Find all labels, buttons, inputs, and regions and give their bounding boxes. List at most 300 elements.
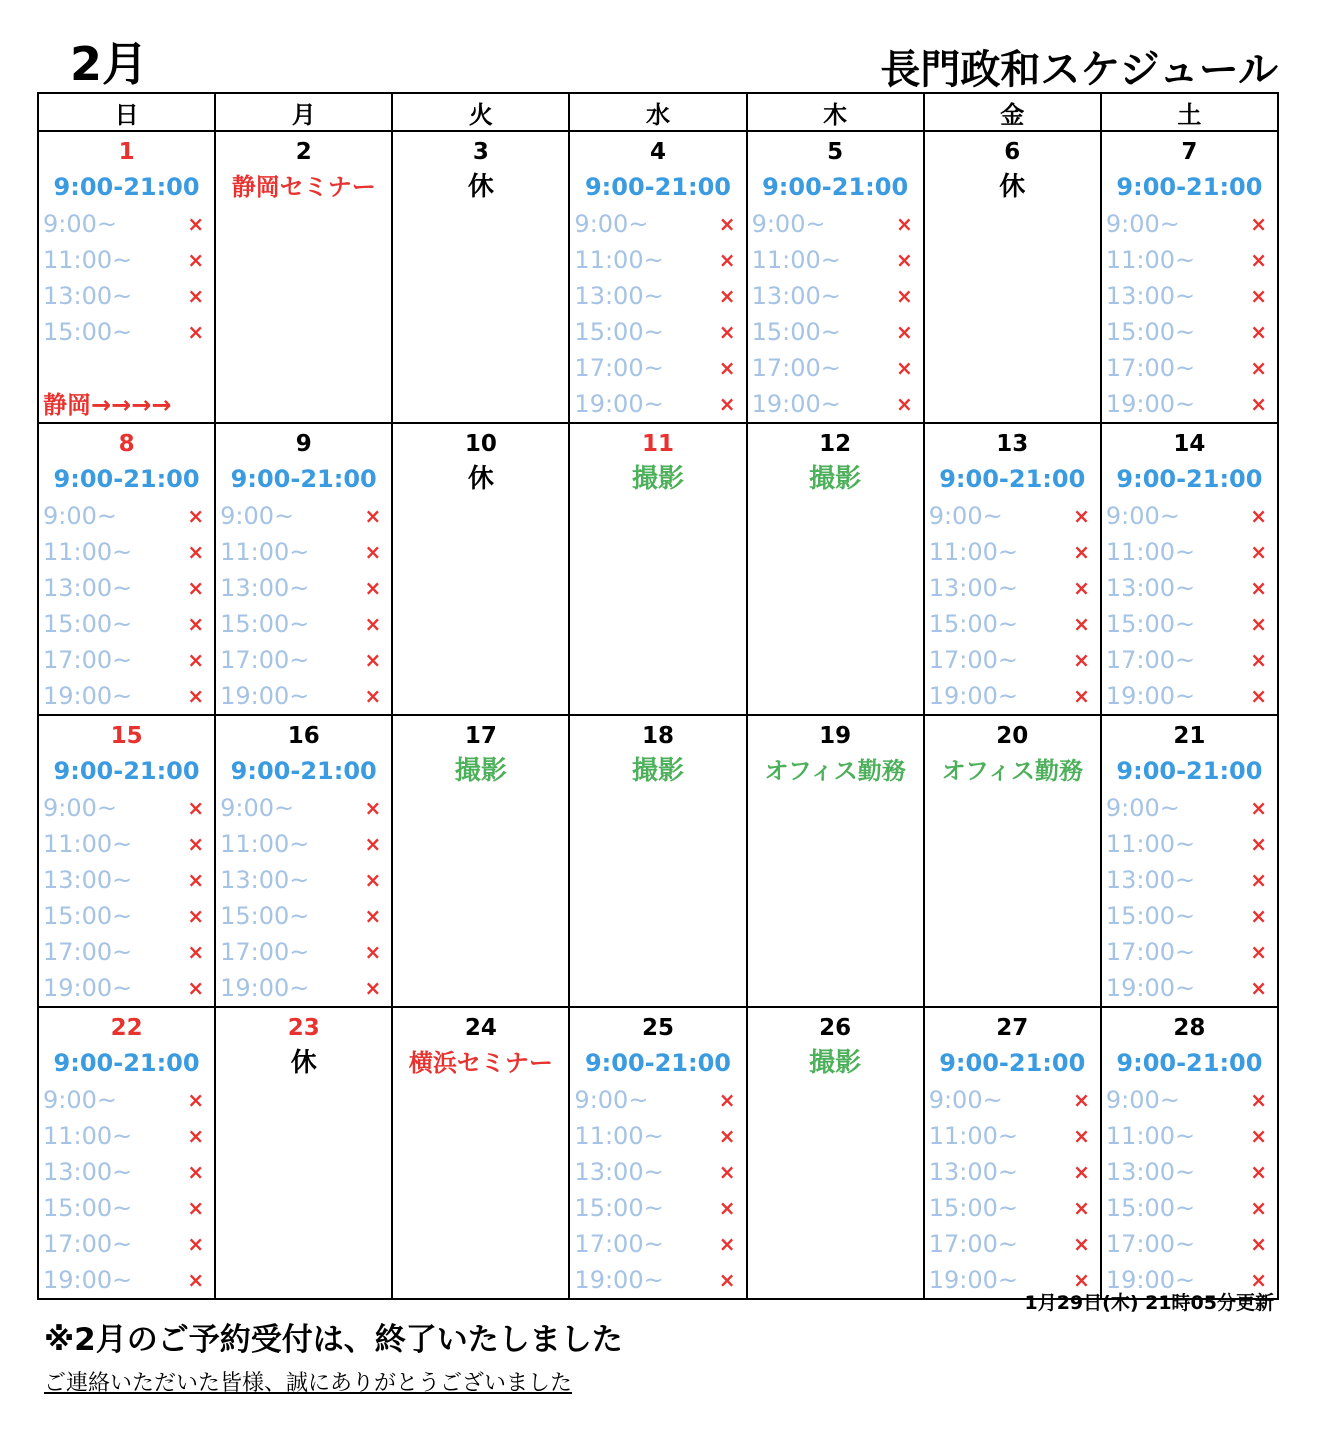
time-slot (570, 1262, 745, 1298)
slot-time: 11:00~ (1105, 830, 1196, 858)
day-cell (392, 131, 569, 423)
weekday-fri: 金 (924, 93, 1101, 131)
unavailable-mark: × (364, 904, 382, 928)
slot-time: 15:00~ (43, 1194, 133, 1222)
slot-time: 13:00~ (43, 866, 133, 894)
day-number: 8 (118, 431, 135, 457)
day-cell (569, 131, 746, 423)
slot-time: 9:00~ (43, 1086, 118, 1114)
unavailable-mark: × (1073, 648, 1090, 672)
time-slot (1102, 350, 1277, 386)
slot-time: 19:00~ (574, 390, 664, 418)
unavailable-mark: × (187, 576, 205, 600)
unavailable-mark: × (1073, 504, 1090, 528)
day-cell (569, 423, 746, 715)
day-status: 撮影 (454, 756, 507, 786)
time-slot (39, 1118, 214, 1154)
unavailable-mark: × (364, 976, 382, 1000)
unavailable-mark: × (1250, 392, 1267, 416)
unavailable-mark: × (895, 284, 913, 308)
day-status: オフィス勤務 (941, 757, 1083, 785)
time-slot (216, 534, 391, 570)
day-cell (392, 715, 569, 1007)
day-status: オフィス勤務 (764, 757, 906, 785)
unavailable-mark: × (895, 320, 913, 344)
time-slot (39, 862, 214, 898)
slot-time: 15:00~ (574, 1194, 664, 1222)
slot-time: 13:00~ (574, 282, 664, 310)
day-status: 横浜セミナー (408, 1049, 553, 1077)
slot-time: 19:00~ (1105, 390, 1196, 418)
unavailable-mark: × (1073, 612, 1090, 636)
unavailable-mark: × (364, 940, 382, 964)
slot-time: 9:00~ (574, 210, 649, 238)
slot-time: 17:00~ (574, 354, 664, 382)
time-slot (1102, 790, 1277, 826)
unavailable-mark: × (718, 356, 736, 380)
slot-time: 13:00~ (928, 1158, 1018, 1186)
time-slot (1102, 314, 1277, 350)
time-slot (925, 1118, 1100, 1154)
day-number: 11 (641, 431, 674, 457)
slot-time: 11:00~ (43, 538, 133, 566)
slot-time: 19:00~ (220, 974, 310, 1002)
slot-time: 9:00~ (1105, 502, 1180, 530)
day-cell (215, 1007, 392, 1299)
time-slot (925, 498, 1100, 534)
time-slot (1102, 862, 1277, 898)
time-slot (1102, 1154, 1277, 1190)
time-slot (748, 386, 923, 422)
day-status: 9:00-21:00 (230, 465, 377, 493)
time-slot (570, 1082, 745, 1118)
slot-time: 11:00~ (43, 246, 133, 274)
day-cell (392, 423, 569, 715)
slot-time: 9:00~ (43, 794, 118, 822)
unavailable-mark: × (1250, 1160, 1267, 1184)
slot-time: 17:00~ (1105, 646, 1196, 674)
slot-time: 13:00~ (1105, 282, 1196, 310)
time-slot (1102, 606, 1277, 642)
unavailable-mark: × (1073, 684, 1090, 708)
unavailable-mark: × (1250, 976, 1267, 1000)
slot-time: 9:00~ (43, 210, 118, 238)
slot-time: 17:00~ (928, 646, 1018, 674)
unavailable-mark: × (718, 1124, 736, 1148)
time-slot (1102, 570, 1277, 606)
day-cell (569, 715, 746, 1007)
time-slot (1102, 678, 1277, 714)
week-row (38, 1007, 1278, 1299)
unavailable-mark: × (187, 976, 205, 1000)
unavailable-mark: × (1250, 320, 1267, 344)
day-number: 25 (641, 1015, 674, 1041)
unavailable-mark: × (187, 248, 205, 272)
unavailable-mark: × (895, 356, 913, 380)
time-slot (216, 862, 391, 898)
time-slot (748, 206, 923, 242)
time-slot (1102, 1190, 1277, 1226)
day-number: 16 (287, 723, 320, 749)
day-cell (215, 423, 392, 715)
unavailable-mark: × (1073, 1088, 1090, 1112)
unavailable-mark: × (364, 612, 382, 636)
slot-time: 9:00~ (751, 210, 826, 238)
unavailable-mark: × (364, 832, 382, 856)
slot-time: 19:00~ (574, 1266, 664, 1294)
day-cell (924, 715, 1101, 1007)
day-status: 9:00-21:00 (53, 1049, 200, 1077)
day-status: 9:00-21:00 (939, 1049, 1086, 1077)
slot-time: 15:00~ (1105, 1194, 1196, 1222)
unavailable-mark: × (1250, 612, 1267, 636)
calendar-body (38, 131, 1278, 1299)
day-status: 撮影 (631, 464, 684, 494)
day-number: 10 (464, 431, 497, 457)
time-slot (216, 970, 391, 1006)
time-slot (1102, 1226, 1277, 1262)
slot-time: 19:00~ (43, 1266, 133, 1294)
slot-time: 11:00~ (1105, 1122, 1196, 1150)
unavailable-mark: × (1073, 1232, 1090, 1256)
unavailable-mark: × (895, 248, 913, 272)
unavailable-mark: × (895, 212, 913, 236)
day-cell (1101, 423, 1278, 715)
day-cell (569, 1007, 746, 1299)
thanks-message: ご連絡いただいた皆様、誠にありがとうございました (44, 1371, 573, 1396)
slot-time: 9:00~ (574, 1086, 649, 1114)
slot-time: 11:00~ (43, 830, 133, 858)
unavailable-mark: × (718, 1232, 736, 1256)
slot-time: 19:00~ (1105, 682, 1196, 710)
slot-time: 9:00~ (220, 794, 295, 822)
slot-time: 17:00~ (220, 646, 310, 674)
time-slot (925, 642, 1100, 678)
slot-time: 19:00~ (1105, 974, 1196, 1002)
time-slot (1102, 642, 1277, 678)
day-cell (215, 715, 392, 1007)
day-number: 2 (295, 139, 312, 165)
slot-time: 11:00~ (220, 830, 310, 858)
time-slot (39, 1226, 214, 1262)
time-slot (39, 898, 214, 934)
slot-time: 11:00~ (1105, 246, 1196, 274)
time-slot (925, 1190, 1100, 1226)
slot-time: 19:00~ (220, 682, 310, 710)
slot-time: 13:00~ (220, 574, 310, 602)
time-slot (1102, 278, 1277, 314)
day-status: 撮影 (809, 464, 862, 494)
time-slot (216, 498, 391, 534)
slot-time: 11:00~ (43, 1122, 133, 1150)
unavailable-mark: × (187, 284, 205, 308)
unavailable-mark: × (187, 648, 205, 672)
slot-time: 11:00~ (574, 246, 664, 274)
time-slot (216, 570, 391, 606)
slot-time: 17:00~ (1105, 938, 1196, 966)
last-updated: 1月29日(木) 21時05分更新 (1024, 1292, 1274, 1314)
slot-time: 17:00~ (928, 1230, 1018, 1258)
time-slot (216, 678, 391, 714)
time-slot (570, 386, 745, 422)
slot-time: 9:00~ (43, 502, 118, 530)
unavailable-mark: × (1250, 1124, 1267, 1148)
slot-time: 19:00~ (1105, 1266, 1196, 1294)
day-cell (38, 131, 215, 423)
unavailable-mark: × (364, 648, 382, 672)
time-slot (39, 790, 214, 826)
slot-time: 9:00~ (1105, 1086, 1180, 1114)
unavailable-mark: × (187, 540, 205, 564)
slot-time: 15:00~ (1105, 318, 1196, 346)
slot-time: 11:00~ (928, 1122, 1018, 1150)
slot-time: 15:00~ (751, 318, 841, 346)
time-slot (1102, 534, 1277, 570)
unavailable-mark: × (1250, 212, 1267, 236)
time-slot (925, 1154, 1100, 1190)
slot-time: 15:00~ (43, 610, 133, 638)
day-status: 9:00-21:00 (53, 173, 200, 201)
time-slot (925, 678, 1100, 714)
day-cell (1101, 131, 1278, 423)
slot-time: 15:00~ (928, 1194, 1018, 1222)
time-slot (216, 934, 391, 970)
day-number: 3 (472, 139, 489, 165)
day-number: 12 (819, 431, 852, 457)
time-slot (39, 1154, 214, 1190)
slot-time: 13:00~ (574, 1158, 664, 1186)
time-slot (216, 826, 391, 862)
time-slot (925, 534, 1100, 570)
day-number: 28 (1173, 1015, 1206, 1041)
unavailable-mark: × (1073, 576, 1090, 600)
slot-time: 17:00~ (574, 1230, 664, 1258)
unavailable-mark: × (1073, 540, 1090, 564)
unavailable-mark: × (364, 684, 382, 708)
slot-time: 15:00~ (220, 902, 310, 930)
time-slot (748, 278, 923, 314)
unavailable-mark: × (187, 1268, 205, 1292)
booking-closed-notice: ※2月のご予約受付は、終了いたしました (44, 1322, 623, 1358)
unavailable-mark: × (1250, 904, 1267, 928)
slot-time: 17:00~ (43, 938, 133, 966)
day-number: 7 (1181, 139, 1198, 165)
slot-time: 19:00~ (43, 974, 133, 1002)
day-cell (924, 1007, 1101, 1299)
time-slot (39, 934, 214, 970)
unavailable-mark: × (187, 212, 205, 236)
day-status: 9:00-21:00 (1116, 1049, 1263, 1077)
day-number: 15 (110, 723, 143, 749)
time-slot (570, 1154, 745, 1190)
day-cell (392, 1007, 569, 1299)
unavailable-mark: × (1250, 796, 1267, 820)
time-slot (748, 350, 923, 386)
time-slot (925, 1082, 1100, 1118)
unavailable-mark: × (364, 576, 382, 600)
slot-time: 11:00~ (928, 538, 1018, 566)
unavailable-mark: × (718, 1268, 736, 1292)
unavailable-mark: × (1250, 248, 1267, 272)
slot-time: 11:00~ (1105, 538, 1196, 566)
day-status: 9:00-21:00 (230, 757, 377, 785)
day-number: 6 (1004, 139, 1021, 165)
unavailable-mark: × (718, 1196, 736, 1220)
unavailable-mark: × (364, 504, 382, 528)
unavailable-mark: × (1250, 284, 1267, 308)
day-status: 9:00-21:00 (1116, 465, 1263, 493)
slot-time: 11:00~ (574, 1122, 664, 1150)
unavailable-mark: × (1250, 1268, 1267, 1292)
time-slot (1102, 970, 1277, 1006)
slot-time: 11:00~ (220, 538, 310, 566)
slot-time: 17:00~ (220, 938, 310, 966)
time-slot (216, 790, 391, 826)
slot-time: 11:00~ (751, 246, 841, 274)
slot-time: 9:00~ (928, 502, 1003, 530)
day-cell (38, 1007, 215, 1299)
time-slot (39, 278, 214, 314)
unavailable-mark: × (1250, 684, 1267, 708)
day-number: 17 (464, 723, 497, 749)
weekday-tue: 火 (392, 93, 569, 131)
unavailable-mark: × (1250, 1232, 1267, 1256)
day-cell (38, 423, 215, 715)
day-number: 20 (996, 723, 1029, 749)
time-slot (39, 570, 214, 606)
slot-time: 15:00~ (574, 318, 664, 346)
time-slot (39, 498, 214, 534)
time-slot (570, 1190, 745, 1226)
day-number: 14 (1173, 431, 1206, 457)
time-slot (39, 826, 214, 862)
day-status: 撮影 (631, 756, 684, 786)
slot-time: 15:00~ (1105, 902, 1196, 930)
slot-time: 13:00~ (43, 1158, 133, 1186)
day-number: 1 (118, 139, 135, 165)
weekday-wed: 水 (569, 93, 746, 131)
slot-time: 17:00~ (1105, 354, 1196, 382)
month-label: 2月 (70, 37, 149, 91)
slot-time: 15:00~ (1105, 610, 1196, 638)
weekday-sat: 土 (1101, 93, 1278, 131)
unavailable-mark: × (718, 284, 736, 308)
time-slot (39, 970, 214, 1006)
unavailable-mark: × (187, 796, 205, 820)
day-status: 休 (467, 172, 494, 202)
time-slot (570, 314, 745, 350)
day-status: 9:00-21:00 (584, 173, 732, 201)
day-cell (1101, 715, 1278, 1007)
time-slot (39, 1082, 214, 1118)
time-slot (39, 1190, 214, 1226)
unavailable-mark: × (187, 1124, 205, 1148)
unavailable-mark: × (1073, 1124, 1090, 1148)
unavailable-mark: × (1250, 1196, 1267, 1220)
slot-time: 17:00~ (1105, 1230, 1196, 1258)
time-slot (39, 642, 214, 678)
weekday-thu: 木 (747, 93, 924, 131)
time-slot (1102, 1118, 1277, 1154)
day-status: 9:00-21:00 (1116, 757, 1263, 785)
unavailable-mark: × (187, 684, 205, 708)
unavailable-mark: × (187, 612, 205, 636)
unavailable-mark: × (895, 392, 913, 416)
unavailable-mark: × (1250, 832, 1267, 856)
day-status: 9:00-21:00 (53, 465, 200, 493)
slot-time: 15:00~ (43, 318, 133, 346)
unavailable-mark: × (1250, 576, 1267, 600)
day-cell (747, 131, 924, 423)
time-slot (1102, 498, 1277, 534)
unavailable-mark: × (1250, 868, 1267, 892)
day-number: 26 (819, 1015, 852, 1041)
time-slot (1102, 826, 1277, 862)
day-cell (747, 715, 924, 1007)
unavailable-mark: × (364, 796, 382, 820)
day-number: 21 (1173, 723, 1206, 749)
time-slot (925, 1226, 1100, 1262)
slot-time: 9:00~ (220, 502, 295, 530)
time-slot (1102, 206, 1277, 242)
day-number: 19 (819, 723, 852, 749)
time-slot (1102, 934, 1277, 970)
unavailable-mark: × (187, 868, 205, 892)
time-slot (39, 242, 214, 278)
weekday-mon: 月 (215, 93, 392, 131)
slot-time: 13:00~ (43, 574, 133, 602)
slot-time: 19:00~ (43, 682, 133, 710)
unavailable-mark: × (1250, 540, 1267, 564)
time-slot (39, 206, 214, 242)
time-slot (216, 898, 391, 934)
slot-time: 17:00~ (43, 646, 133, 674)
day-status: 9:00-21:00 (939, 465, 1086, 493)
slot-time: 19:00~ (928, 682, 1018, 710)
unavailable-mark: × (718, 248, 736, 272)
slot-time: 15:00~ (43, 902, 133, 930)
slot-time: 13:00~ (928, 574, 1018, 602)
unavailable-mark: × (1250, 1088, 1267, 1112)
day-cell (1101, 1007, 1278, 1299)
unavailable-mark: × (187, 1196, 205, 1220)
time-slot (570, 242, 745, 278)
day-status: 9:00-21:00 (1116, 173, 1263, 201)
day-status: 静岡セミナー (231, 173, 376, 201)
slot-time: 19:00~ (928, 1266, 1018, 1294)
unavailable-mark: × (1073, 1196, 1090, 1220)
unavailable-mark: × (1250, 504, 1267, 528)
unavailable-mark: × (718, 1088, 736, 1112)
weekday-header-row (38, 93, 1278, 131)
day-cell (747, 423, 924, 715)
day-number: 22 (110, 1015, 143, 1041)
time-slot (39, 314, 214, 350)
slot-time: 17:00~ (751, 354, 841, 382)
unavailable-mark: × (364, 540, 382, 564)
unavailable-mark: × (1250, 940, 1267, 964)
time-slot (1102, 386, 1277, 422)
day-number: 18 (641, 723, 674, 749)
week-row (38, 131, 1278, 423)
time-slot (39, 678, 214, 714)
unavailable-mark: × (718, 212, 736, 236)
time-slot (570, 1118, 745, 1154)
day-status: 9:00-21:00 (53, 757, 200, 785)
unavailable-mark: × (187, 832, 205, 856)
day-cell (924, 423, 1101, 715)
day-status: 撮影 (809, 1048, 862, 1078)
